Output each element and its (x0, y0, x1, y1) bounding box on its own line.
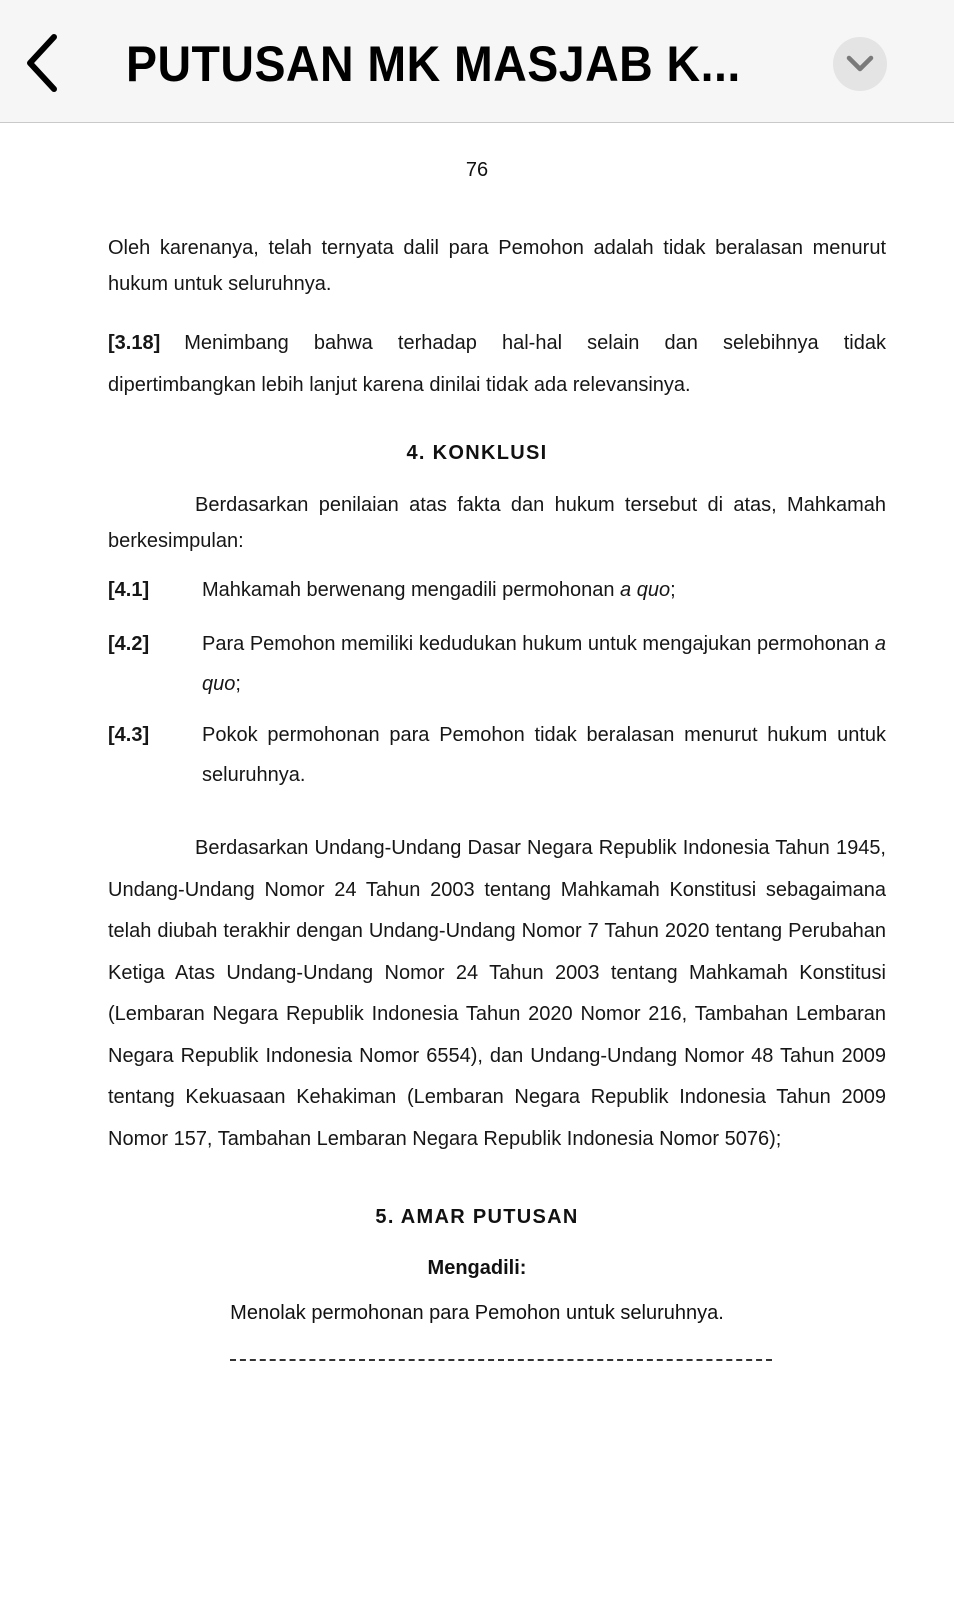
paragraph-number: [3.18] (108, 332, 161, 354)
conclusion-label: [4.1] (108, 579, 150, 601)
conclusion-text: Pokok permohonan para Pemohon tidak beralasan menurut hukum untuk seluruhnya. (202, 724, 886, 786)
document-title: PUTUSAN MK MASJAB K... (126, 36, 741, 92)
conclusion-text: Mahkamah berwenang mengadili permohonan a quo; (202, 579, 676, 601)
back-button[interactable] (22, 32, 66, 94)
chevron-down-icon (846, 52, 874, 76)
mengadili-label: Mengadili: (427, 1257, 527, 1279)
conclusion-text: Para Pemohon memiliki kedudukan hukum untuk mengajukan permohonan a quo; (202, 633, 886, 695)
conclusion-label: [4.3] (108, 724, 150, 746)
paragraph-text: Menimbang bahwa terhadap hal-hal selain dan selebihnya tidak dipertimbangkan lebih lanjut karena dinilai tidak ada relevansinya. (108, 332, 886, 396)
top-navigation-bar (0, 0, 954, 123)
paragraph-legal-basis: Berdasarkan Undang-Undang Dasar Negara Republik Indonesia Tahun 1945, Undang-Undang Nomor 24 Tahun 2003 tentang Mahkamah Konstitusi sebagaimana telah diubah terakhir dengan Undang-Undang Nomor 7 Tahun 2020 tentang Perubahan Ketiga Atas Undang-Undang Nomor 24 Tahun 2003 tentang Mahkamah Konstitusi (Lembaran Negara Republik Indonesia Tahun 2020 Nomor 216, Tambahan Lembaran Negara Republik Indonesia Nomor 6554), dan Undang-Undang Nomor 48 Tahun 2009 tentang Kekuasaan Kehakiman (Lembaran Negara Republik Indonesia Tahun 2009 Nomor 157, Tambahan Lembaran Negara Republik Indonesia Nomor 5076); (108, 837, 886, 1150)
paragraph-3-18 (108, 323, 886, 406)
conclusion-label: [4.2] (108, 633, 150, 655)
options-dropdown-button[interactable] (833, 37, 887, 91)
section-heading-konklusi: 4. KONKLUSI (406, 442, 548, 464)
paragraph-konklusi-intro: Berdasarkan penilaian atas fakta dan hukum tersebut di atas, Mahkamah berkesimpulan: (108, 494, 886, 552)
page-number: 76 (465, 159, 489, 181)
section-heading-amar-putusan: 5. AMAR PUTUSAN (375, 1206, 579, 1228)
dashed-divider (230, 1359, 772, 1361)
chevron-left-icon (22, 32, 66, 94)
verdict-text: Menolak permohonan para Pemohon untuk seluruhnya. (230, 1302, 724, 1324)
paragraph-conclusion-of-claims: Oleh karenanya, telah ternyata dalil para Pemohon adalah tidak beralasan menurut hukum untuk seluruhnya. (108, 237, 886, 295)
